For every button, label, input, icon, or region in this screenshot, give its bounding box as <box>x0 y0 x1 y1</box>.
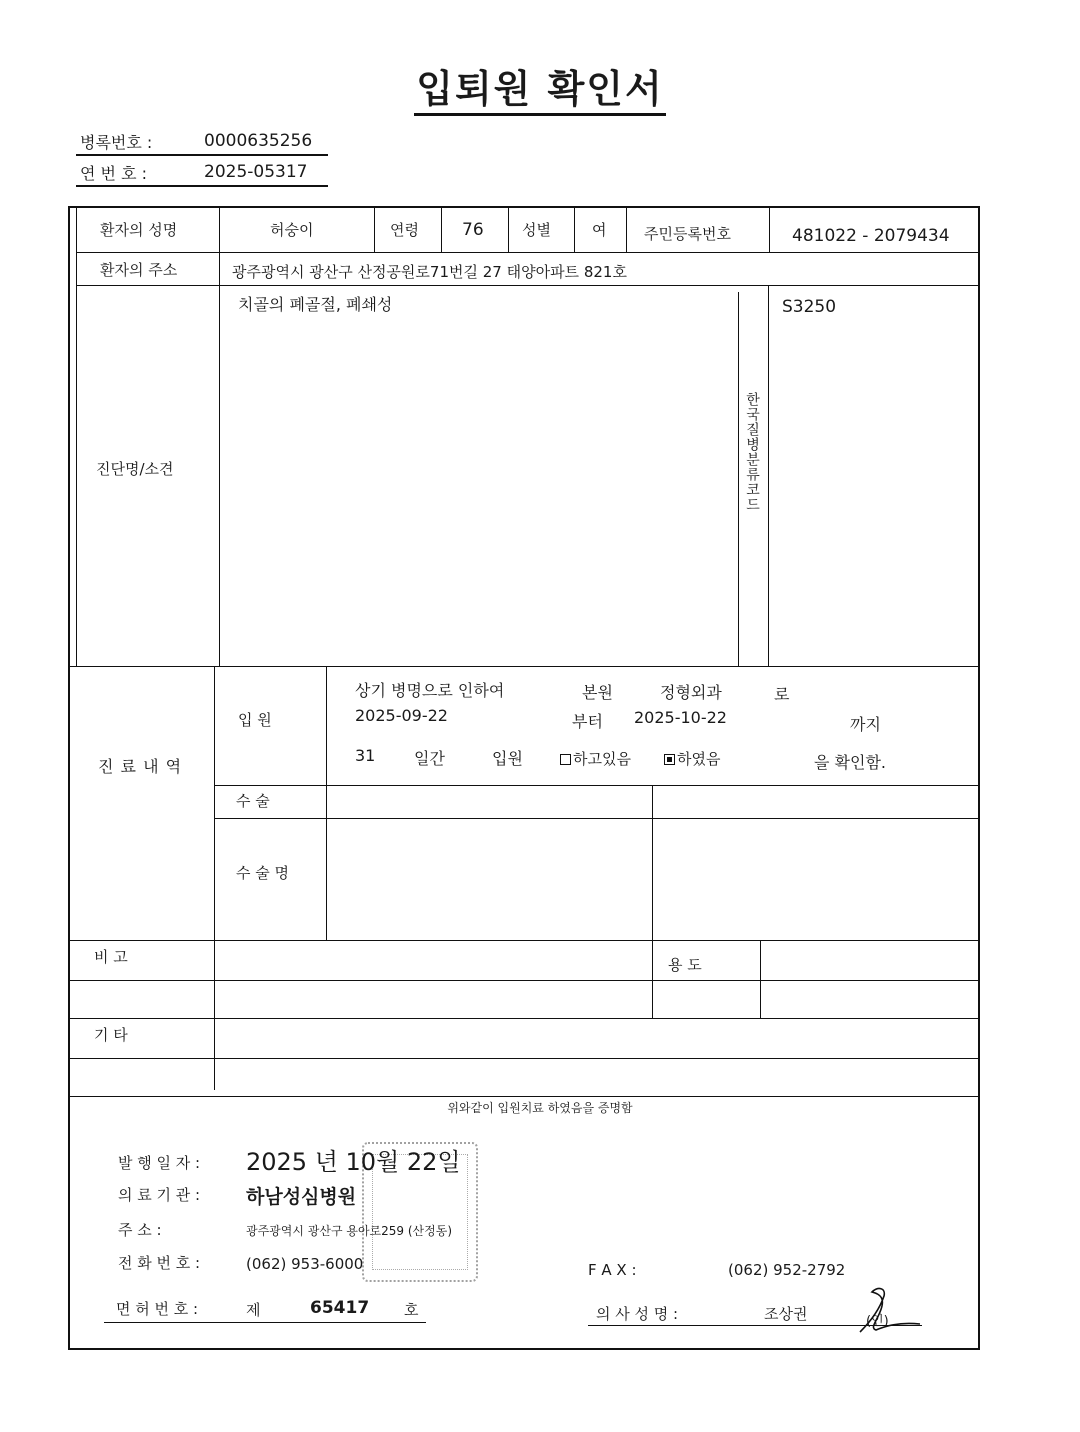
doctor-name: 조상권 <box>764 1305 808 1323</box>
usage-label: 용 도 <box>668 956 702 974</box>
from-label: 부터 <box>572 712 603 731</box>
end-date: 2025-10-22 <box>634 708 727 727</box>
disease-code-label: 한국질병분류코드 <box>744 392 760 512</box>
name-label: 환자의 성명 <box>100 221 178 239</box>
institution-name: 하남성심병원 <box>246 1186 357 1208</box>
treatment-line1-d: 로 <box>774 685 790 704</box>
fax-label: F A X : <box>588 1261 637 1279</box>
disease-code: S3250 <box>782 297 837 317</box>
option-ongoing[interactable] <box>560 748 631 769</box>
etc-label: 기 타 <box>94 1026 128 1044</box>
institution-address: 광주광역시 광산구 용아로259 (산정동) <box>246 1224 453 1238</box>
admission-label: 입 원 <box>238 711 272 729</box>
tel: (062) 953-6000 <box>246 1255 364 1273</box>
seal-mark: (인) <box>866 1314 889 1329</box>
rrn-label: 주민등록번호 <box>644 225 731 243</box>
doctor-signature <box>850 1282 930 1338</box>
issue-date-label: 발 행 일 자 : <box>118 1154 201 1172</box>
license-number: 65417 <box>310 1298 370 1318</box>
license-prefix: 제 <box>246 1301 261 1319</box>
diagnosis-text: 치골의 폐골절, 폐쇄성 <box>238 295 393 314</box>
license-suffix: 호 <box>404 1301 419 1319</box>
form-frame <box>68 206 980 1350</box>
diagnosis-label: 진단명/소견 <box>96 460 174 478</box>
certify-text: 위와같이 입원치료 하였음을 증명함 <box>447 1101 633 1115</box>
patient-rrn: 481022 - 2079434 <box>792 226 950 246</box>
tel-label: 전 화 번 호 : <box>118 1254 201 1272</box>
start-date: 2025-09-22 <box>355 706 448 725</box>
doctor-label: 의 사 성 명 : <box>596 1305 679 1323</box>
chart-no-label: 병록번호 : <box>80 133 153 152</box>
confirm-text: 을 확인함. <box>814 753 886 772</box>
option-completed-label: 하였음 <box>677 750 721 768</box>
completed-checkbox[interactable] <box>664 754 675 765</box>
doc-no: 2025-05317 <box>204 162 308 182</box>
option-completed[interactable] <box>664 748 720 769</box>
patient-address: 광주광역시 광산구 산정공원로71번길 27 태양아파트 821호 <box>232 263 627 281</box>
patient-age: 76 <box>462 220 484 240</box>
sex-label: 성별 <box>522 221 551 239</box>
fax: (062) 952-2792 <box>728 1261 846 1279</box>
surgery-name-label: 수 술 명 <box>236 864 290 882</box>
institution-label: 의 료 기 관 : <box>118 1186 201 1204</box>
patient-sex: 여 <box>592 221 607 239</box>
remarks-label: 비 고 <box>94 948 128 966</box>
address-footer-label: 주 소 : <box>118 1221 162 1239</box>
days-label: 일간 <box>414 749 445 768</box>
department: 정형외과 <box>660 683 722 702</box>
age-label: 연령 <box>390 221 419 239</box>
admit-word: 입원 <box>492 749 523 768</box>
option-ongoing-label: 하고있음 <box>573 750 631 768</box>
treatment-label: 진 료 내 역 <box>98 757 183 776</box>
ongoing-checkbox[interactable] <box>560 754 571 765</box>
days-count: 31 <box>355 746 376 765</box>
chart-no: 0000635256 <box>204 131 313 151</box>
treatment-line1-a: 상기 병명으로 인하여 <box>355 681 505 700</box>
surgery-label: 수 술 <box>236 792 270 810</box>
license-label: 면 허 번 호 : <box>116 1300 199 1318</box>
issue-date: 2025 년 10월 22일 <box>246 1148 461 1176</box>
treatment-line1-b: 본원 <box>582 683 613 702</box>
until-label: 까지 <box>850 715 881 734</box>
doc-no-label: 연 번 호 : <box>80 164 148 183</box>
address-label: 환자의 주소 <box>100 261 178 279</box>
document-title: 입퇴원 확인서 <box>0 58 1080 113</box>
patient-name: 허숭이 <box>270 221 314 239</box>
